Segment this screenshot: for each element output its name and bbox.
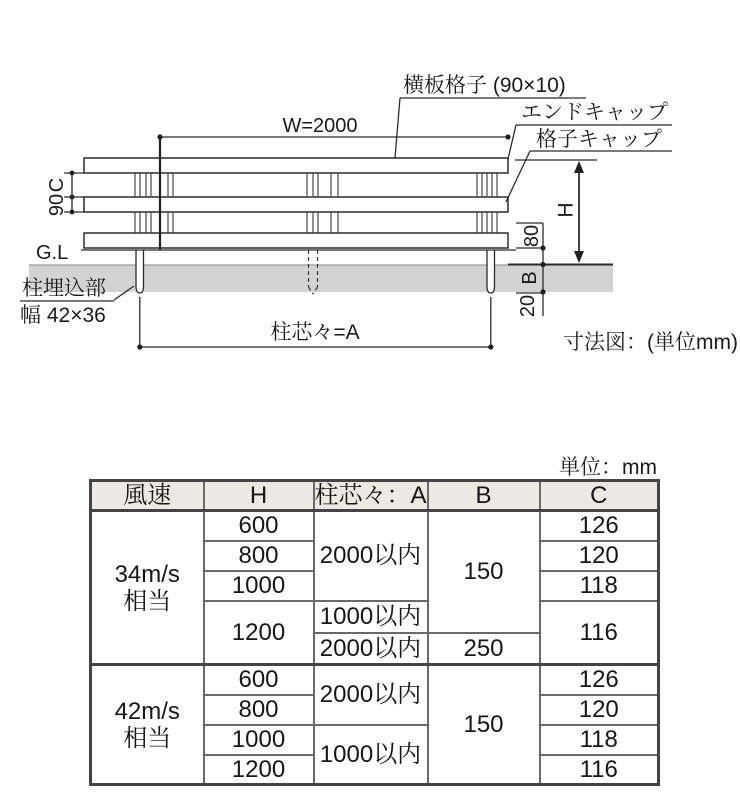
cell-c: 120 xyxy=(540,695,659,725)
spec-table-wrap xyxy=(89,479,660,786)
lattice-cap-callout xyxy=(506,128,672,202)
table-unit-note: 単位：mm xyxy=(559,456,657,479)
bottom-clearance-dim-label: 80 xyxy=(521,224,543,248)
cell-a: 1000以内 xyxy=(314,725,428,785)
cell-b: 250 xyxy=(428,633,540,665)
cell-c: 116 xyxy=(540,601,659,665)
cell-wind-speed xyxy=(91,665,204,785)
wind-speed-value: 42m/s xyxy=(114,697,180,725)
header-row xyxy=(91,481,659,511)
left-post xyxy=(136,250,144,293)
cell-c: 120 xyxy=(540,541,659,571)
wind-speed-suffix: 相当 xyxy=(123,724,172,752)
below-post-dim-label: 20 xyxy=(517,294,539,318)
cell-h: 1200 xyxy=(204,755,314,785)
wind-speed-suffix: 相当 xyxy=(123,587,172,615)
table-row xyxy=(91,511,659,541)
ground-level-label: G.L xyxy=(36,242,69,264)
height-dim-label: H xyxy=(554,202,578,218)
cell-c: 118 xyxy=(540,571,659,601)
cell-c: 118 xyxy=(540,725,659,755)
cell-h: 600 xyxy=(204,511,314,541)
col-header-wind-speed: 風速 xyxy=(91,481,204,511)
gap-dim-label: C xyxy=(46,177,68,193)
cell-c: 126 xyxy=(540,511,659,541)
post-pitch-label: 柱芯々=A xyxy=(270,321,360,344)
drawing-caption: 寸法図：(単位mm) xyxy=(563,331,738,354)
end-cap-label: エンドキャップ xyxy=(521,101,668,124)
table-row xyxy=(91,665,659,695)
col-header-post-pitch-a: 柱芯々：A xyxy=(314,482,427,509)
cell-a: 2000以内 xyxy=(314,633,428,665)
col-header-h: H xyxy=(204,481,314,511)
width-dim-label: W=2000 xyxy=(282,115,358,137)
lattice-cap-label: 格子キャップ xyxy=(536,128,662,151)
cell-wind-speed xyxy=(91,511,204,665)
post-embed-size-label: 幅 42×36 xyxy=(20,304,106,327)
horizontal-boards xyxy=(84,158,508,248)
wind-speed-value: 34m/s xyxy=(114,560,180,588)
cell-h: 1000 xyxy=(204,571,314,601)
col-header-b: B xyxy=(428,481,540,511)
cell-c: 116 xyxy=(540,755,659,785)
board-height-dim-label: 90 xyxy=(46,193,68,217)
right-post xyxy=(487,250,495,293)
cell-a: 2000以内 xyxy=(314,665,428,725)
spec-table xyxy=(89,479,660,786)
width-dimension xyxy=(157,115,510,250)
cell-h: 600 xyxy=(204,665,314,695)
left-dimensions xyxy=(46,171,84,217)
post-embed-label: 柱埋込部 xyxy=(22,277,106,300)
cell-h: 800 xyxy=(204,541,314,571)
cell-c: 126 xyxy=(540,665,659,695)
cell-h: 1200 xyxy=(204,601,314,665)
cell-h: 800 xyxy=(204,695,314,725)
col-header-c: C xyxy=(540,481,659,511)
cell-h: 1000 xyxy=(204,725,314,755)
board-lattice-label: 横板格子 (90×10) xyxy=(403,74,566,97)
cell-a: 2000以内 xyxy=(314,511,428,601)
cell-a: 1000以内 xyxy=(314,601,428,633)
embed-depth-dim-label: B xyxy=(519,271,541,285)
cell-b: 150 xyxy=(428,665,540,785)
post-pitch-dimension xyxy=(137,297,493,350)
cell-b: 150 xyxy=(428,511,540,633)
